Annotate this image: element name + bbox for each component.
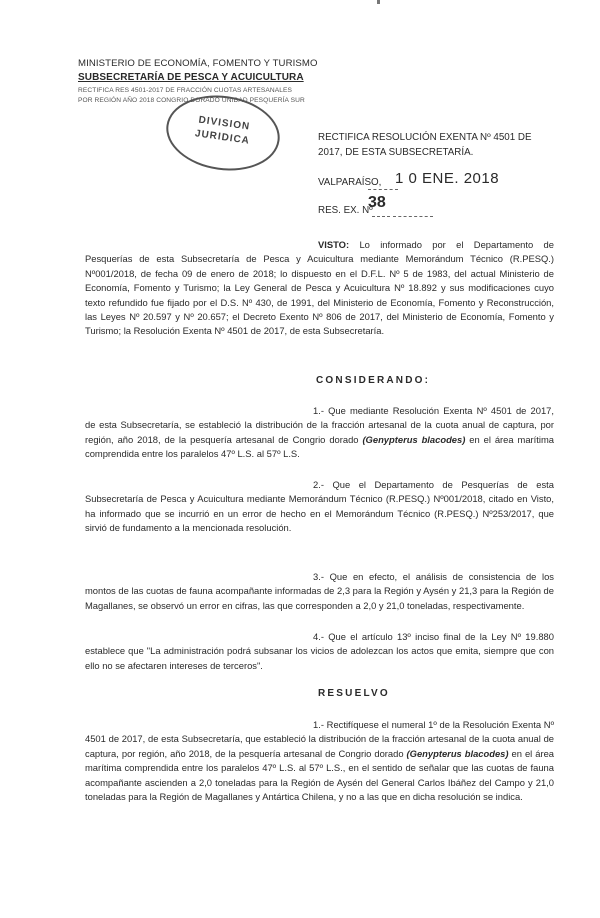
species-name-1: (Genypterus blacodes) [362,433,466,445]
date-underline [368,189,398,190]
res-underline-left [372,216,390,217]
resolution-number: 38 [368,194,386,211]
stamp-line-1: DIVISION [197,114,251,133]
species-name-2: (Genypterus blacodes) [406,747,509,759]
considerando-1-text-a: 1.- Que mediante Resolución Exenta Nº 4501 de 2017, de esta Subsecretaría, se estableció la distribución de la fracción artesanal de la cuota anual de captura, por región, año 2018, de la pesquería artesanal de Congrio dorado [85,405,554,445]
subsecretaria-name: SUBSECRETARÍA DE PESCA Y ACUICULTURA [78,72,304,83]
resuelvo-1-text-a: 1.- Rectifíquese el numeral 1º de la Resolución Exenta Nº 4501 de 2017, de esta Subsecretaría, que estableció la distribución de la fracción artesanal de la cuota anual de captura, por región, año 2018, de la pesquería artesanal de Congrio dorado [85,719,554,759]
ministry-name: MINISTERIO DE ECONOMÍA, FOMENTO Y TURISMO [78,58,318,69]
resuelvo-1-text-b: en el área marítima comprendida entre los paralelos 47º L.S. al 57º L.S., en el sentido de señalar que las cuotas de fauna acompañante ascienden a 2,0 toneladas para la Región de Aysén del General Carlos Ibáñez del Campo y 21,0 toneladas para la Región de Magallanes y Antártica Chilena, y no a las que en dicha resolución se indica. [85,747,554,803]
resolution-label: RES. EX. Nº [318,205,373,216]
considerando-1 [85,404,554,462]
considerando-heading: CONSIDERANDO: [316,375,431,386]
resuelvo-heading: RESUELVO [318,688,390,699]
visto-label: VISTO: [318,239,350,250]
considerando-3: 3.- Que en efecto, el análisis de consistencia de los montos de las cuotas de fauna acompañante informadas de 2,3 para la Región y Aysén y 21,3 para la Región de Magallanes, se observó un error en cifras, las que corresponden a 2,0 y 21,0 toneladas, respectivamente. [85,571,554,611]
resuelvo-1 [85,718,554,804]
stamp-line-2: JURIDICA [194,128,251,147]
reference-line-1: RECTIFICA RES 4501-2017 DE FRACCIÓN CUOTAS ARTESANALES [78,87,293,94]
visto-paragraph [85,238,554,339]
reference-line-2: POR REGIÓN AÑO 2018 CONGRIO DORADO UNIDAD PESQUERÍA SUR [78,97,305,104]
res-underline-right [393,216,433,217]
considerando-1-text-b: en el área marítima comprendida entre los paralelos 47º L.S. al 57º L.S. [85,433,554,460]
scan-mark [377,0,380,4]
visto-text: Lo informado por el Departamento de Pesquerías de esta Subsecretaría de Pesca y Acuicultura mediante Memorándum Técnico (R.PESQ.) Nº001/2018, de fecha 09 de enero de 2018; lo dispuesto en el D.F.L. Nº 5 de 1983, del actual Ministerio de Economía, Fomento y Turismo; la Ley General de Pesca y Acuicultura Nº 18.892 y sus modificaciones cuyo texto refundido fue fijado por el D.S. Nº 430, de 1991, del Ministerio de Economía, Fomento y Reconstrucción, las Leyes Nº 20.597 y Nº 20.657; el Decreto Exento Nº 806 de 2017, del Ministerio de Economía, Fomento y Turismo; la Resolución Exenta Nº 4501 de 2017, de esta Subsecretaría. [85,239,554,337]
considerando-4: 4.- Que el artículo 13º inciso final de la Ley Nº 19.880 establece que "La administración podrá subsanar los vicios de adolezcan los actos que emita, siempre que con ello no se afectaren intereses de terceros". [85,631,554,671]
considerando-2: 2.- Que el Departamento de Pesquerías de esta Subsecretaría de Pesca y Acuicultura mediante Memorándum Técnico (R.PESQ.) Nº001/2018, citado en Visto, ha informado que se incurrió en un error de hecho en el Memorándum Técnico (R.PESQ.) Nº253/2017, que sirvió de fundamento a la mencionada resolución. [85,479,554,534]
document-title: RECTIFICA RESOLUCIÓN EXENTA Nº 4501 DE 2017, DE ESTA SUBSECRETARÍA. [318,132,532,158]
date-label: VALPARAÍSO, [318,177,382,188]
date-value: 1 0 ENE. 2018 [395,170,500,187]
